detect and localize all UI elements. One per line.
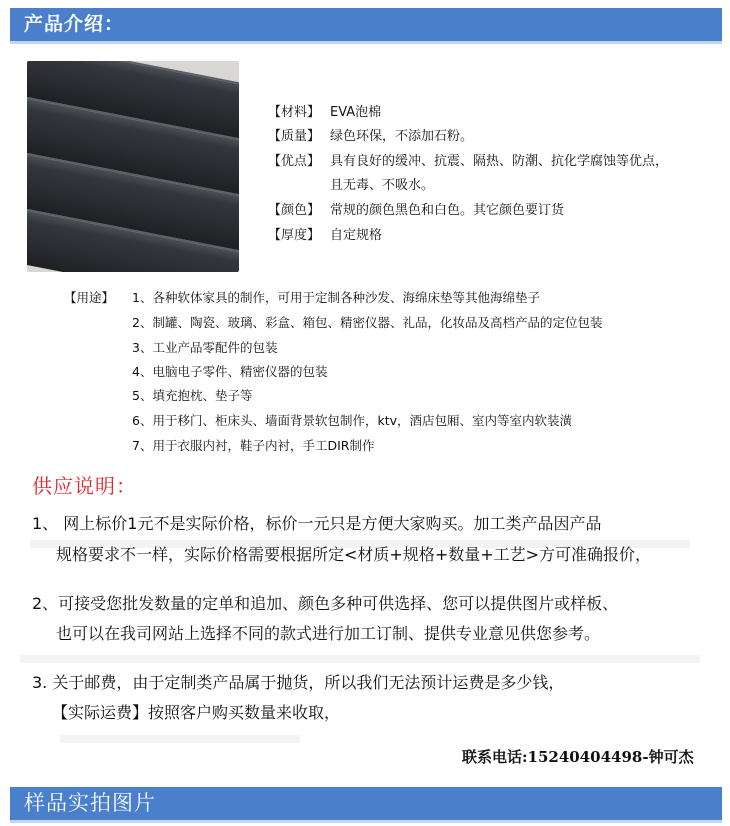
samples-banner [10, 787, 722, 823]
supply-p3-line1: 3. 关于邮费，由于定制类产品属于抛货，所以我们无法预计运费是多少钱， [32, 673, 565, 692]
contact-phone: 联系电话:15240404498-钟可杰 [462, 748, 694, 766]
supply-title: 供应说明： [32, 474, 137, 498]
intro-title: 产品介绍： [24, 13, 125, 35]
samples-title: 样品实拍图片 [24, 791, 156, 815]
use-item: 1、各种软体家具的制作，可用于定制各种沙发、海绵床垫等其他海绵垫子 [132, 290, 540, 305]
supply-p2-line1: 2、可接受您批发数量的定单和追加、颜色多种可供选择、您可以提供图片或样板、 [32, 594, 619, 613]
supply-p3-line2: 【实际运费】按照客户购买数量来收取， [52, 703, 341, 722]
supply-p1-line1: 1、 网上标价1元不是实际价格，标价一元只是方便大家购买。加工类产品因产品 [32, 514, 602, 533]
spec-color: 【颜色】 常规的颜色黑色和白色。其它颜色要订货 [268, 203, 565, 218]
use-item: 4、电脑电子零件、精密仪器的包装 [132, 364, 328, 379]
spec-material: 【材料】 EVA泡棉 [268, 105, 382, 120]
spec-advantage: 【优点】 具有良好的缓冲、抗震、隔热、防潮、抗化学腐蚀等优点， [268, 154, 669, 169]
spec-quality: 【质量】 绿色环保，不添加石粉。 [268, 129, 474, 144]
use-item: 3、工业产品零配件的包装 [132, 340, 278, 355]
use-item: 7、用于衣服内衬，鞋子内衬，手工DIR制作 [132, 438, 375, 453]
spec-thickness: 【厚度】 自定规格 [268, 228, 383, 243]
product-photo [27, 61, 239, 272]
use-item: 6、用于移门、柜床头、墙面背景软包制作，ktv，酒店包厢、室内等室内软装潢 [132, 413, 572, 428]
use-item: 5、填充抱枕、垫子等 [132, 388, 253, 403]
supply-p1-line2: 规格要求不一样，实际价格需要根据所定<材质+规格+数量+工艺>方可准确报价， [56, 545, 652, 564]
use-item: 2、制罐、陶瓷、玻璃、彩盒、箱包、精密仪器、礼品，化妆品及高档产品的定位包装 [132, 315, 603, 330]
intro-banner [10, 8, 722, 44]
uses-label: 【用途】 [64, 290, 115, 305]
spec-advantage-cont: 且无毒、不吸水。 [330, 178, 435, 193]
supply-p2-line2: 也可以在我司网站上选择不同的款式进行加工订制、提供专业意见供您参考。 [56, 624, 601, 643]
